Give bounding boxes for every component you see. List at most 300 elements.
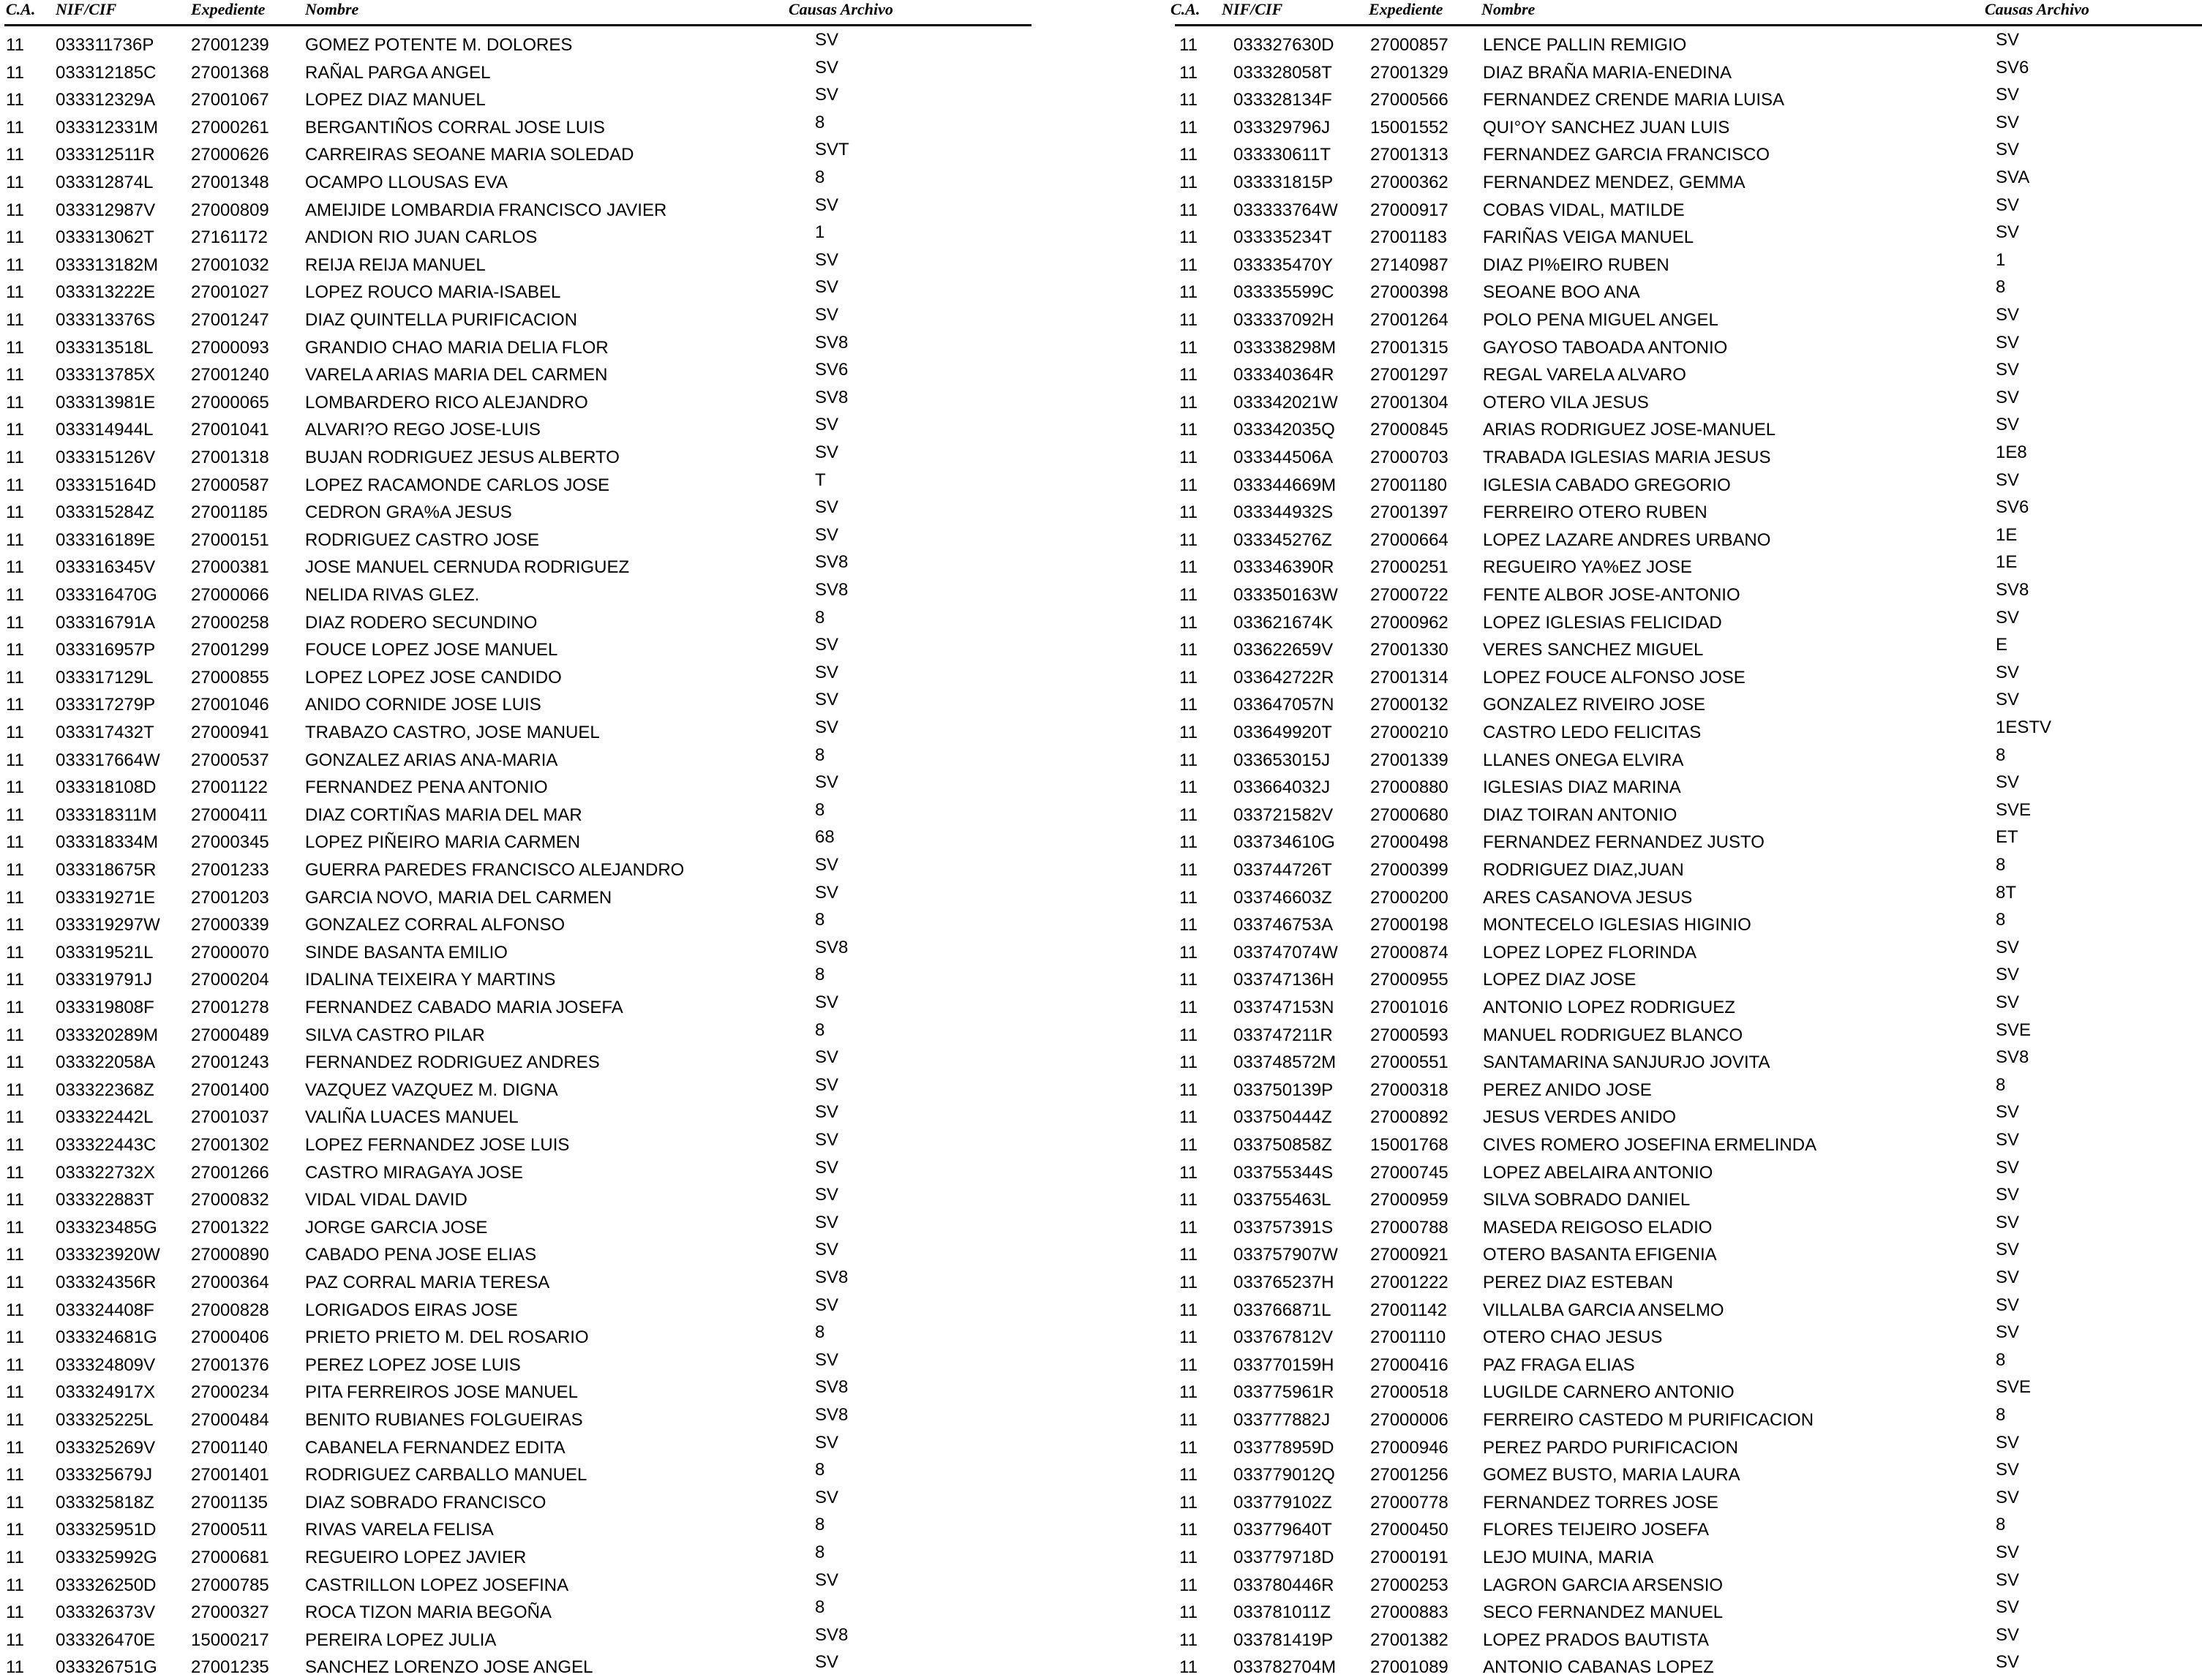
cell-ca: 11 [6, 502, 24, 523]
cell-causas: SV [1996, 1597, 2020, 1618]
cell-expediente: 27161172 [191, 227, 268, 248]
cell-nombre: LOPEZ FOUCE ALFONSO JOSE [1483, 667, 1746, 688]
table-row [1170, 992, 2202, 1020]
cell-ca: 11 [6, 1657, 24, 1678]
cell-causas: SV [815, 1047, 839, 1068]
cell-causas: SV [815, 1349, 839, 1370]
cell-nombre: ANIDO CORNIDE JOSE LUIS [305, 695, 541, 715]
cell-nombre: ARES CASANOVA JESUS [1483, 887, 1693, 908]
cell-nif: 033325992G [56, 1548, 157, 1567]
cell-nif: 033328134F [1233, 90, 1332, 110]
cell-nif: 033781011Z [1233, 1602, 1331, 1623]
table-row [1170, 1102, 2202, 1130]
cell-nombre: GUERRA PAREDES FRANCISCO ALEJANDRO [305, 860, 685, 880]
cell-nombre: LOPEZ FERNANDEZ JOSE LUIS [305, 1135, 570, 1155]
table-row [0, 1020, 1032, 1048]
cell-nombre: DIAZ RODERO SECUNDINO [305, 612, 538, 633]
cell-causas: 1 [1996, 249, 2006, 270]
cell-expediente: 27001240 [191, 365, 269, 385]
cell-causas: SV [1996, 965, 2020, 985]
cell-causas: 8 [1996, 1405, 2006, 1425]
cell-nif: 033324408F [56, 1300, 154, 1320]
table-row [1170, 552, 2202, 580]
cell-nombre: GOMEZ POTENTE M. DOLORES [305, 35, 573, 55]
cell-nombre: LUGILDE CARNERO ANTONIO [1483, 1382, 1735, 1403]
cell-causas: SV [815, 277, 839, 298]
cell-nombre: RIVAS VARELA FELISA [305, 1520, 494, 1540]
header-nombre: Nombre [1481, 0, 1536, 18]
cell-nif: 033770159H [1233, 1355, 1334, 1375]
table-row [0, 992, 1032, 1020]
cell-nombre: FERREIRO OTERO RUBEN [1483, 502, 1707, 523]
table-row [1170, 1405, 2202, 1433]
cell-nif: 033748572M [1233, 1052, 1337, 1073]
table-row [0, 1130, 1032, 1158]
cell-nif: 033313222E [56, 282, 156, 303]
cell-expediente: 27000745 [1370, 1162, 1448, 1183]
cell-nombre: CABADO PENA JOSE ELIAS [305, 1245, 537, 1265]
cell-ca: 11 [1179, 640, 1198, 660]
cell-nombre: FERNANDEZ MENDEZ, GEMMA [1483, 173, 1746, 192]
cell-expediente: 27140987 [1370, 255, 1448, 275]
table-row [1170, 608, 2202, 636]
cell-nif: 033312331M [56, 117, 159, 138]
cell-causas: SV [1996, 1185, 2020, 1205]
cell-nif: 033316791A [56, 612, 156, 633]
table-row [1170, 415, 2202, 442]
cell-nif: 033766871L [1233, 1300, 1331, 1320]
cell-nif: 033312511R [56, 145, 155, 165]
cell-ca: 11 [1179, 1657, 1198, 1678]
cell-expediente: 27000626 [191, 145, 269, 165]
table-row [0, 1377, 1032, 1405]
table-row [1170, 1625, 2202, 1653]
cell-causas: SV [1996, 140, 2020, 160]
table-row [1170, 965, 2202, 992]
cell-expediente: 27001315 [1370, 337, 1448, 358]
cell-expediente: 27000917 [1370, 200, 1448, 220]
cell-ca: 11 [6, 1548, 24, 1567]
cell-nif: 033315126V [56, 448, 156, 467]
cell-causas: SV [1996, 607, 2020, 628]
table-row [1170, 855, 2202, 883]
cell-ca: 11 [1179, 723, 1198, 742]
cell-expediente: 27001142 [1370, 1300, 1447, 1320]
cell-ca: 11 [6, 475, 24, 495]
cell-nombre: JOSE MANUEL CERNUDA RODRIGUEZ [305, 557, 630, 578]
cell-nombre: LOPEZ PRADOS BAUTISTA [1483, 1630, 1709, 1650]
cell-causas: SV [1996, 415, 2020, 435]
cell-expediente: 27000006 [1370, 1410, 1448, 1430]
table-row [1170, 167, 2202, 195]
cell-nombre: BUJAN RODRIGUEZ JESUS ALBERTO [305, 448, 620, 467]
table-row [0, 333, 1032, 361]
header-causas: Causas Archivo [1985, 0, 2089, 18]
cell-nombre: DIAZ QUINTELLA PURIFICACION [305, 310, 578, 330]
table-row [0, 1350, 1032, 1378]
cell-ca: 11 [6, 310, 24, 330]
cell-ca: 11 [6, 1217, 24, 1238]
cell-nombre: PAZ CORRAL MARIA TERESA [305, 1273, 550, 1292]
cell-nif: 033322732X [56, 1162, 156, 1183]
cell-nombre: LAGRON GARCIA ARSENSIO [1483, 1575, 1724, 1595]
cell-nif: 033331815P [1233, 173, 1334, 192]
table-row [0, 415, 1032, 442]
table-row [1170, 1515, 2202, 1542]
cell-nif: 033342035Q [1233, 420, 1335, 440]
cell-ca: 11 [1179, 475, 1198, 495]
table-row [0, 525, 1032, 553]
cell-ca: 11 [1179, 1300, 1198, 1320]
cell-nombre: ANTONIO CABANAS LOPEZ [1483, 1657, 1714, 1678]
cell-causas: SV [815, 1185, 839, 1205]
cell-nombre: CASTRO LEDO FELICITAS [1483, 723, 1702, 742]
cell-ca: 11 [1179, 1080, 1198, 1100]
cell-expediente: 27001239 [191, 35, 269, 55]
cell-causas: SV [1996, 1157, 2020, 1178]
cell-causas: ET [1996, 827, 2018, 848]
cell-expediente: 27000855 [191, 667, 269, 688]
cell-causas: 8 [815, 1460, 825, 1480]
cell-causas: SV [815, 1102, 839, 1123]
cell-causas: SV8 [815, 937, 849, 957]
cell-expediente: 27000489 [191, 1025, 269, 1045]
cell-causas: SV [1996, 1267, 2020, 1287]
cell-causas: SV [1996, 112, 2020, 132]
table-row [0, 635, 1032, 663]
cell-causas: SV [815, 1212, 839, 1232]
cell-nif: 033328058T [1233, 62, 1332, 83]
cell-causas: 8 [1996, 1074, 2006, 1095]
cell-nombre: REIJA REIJA MANUEL [305, 255, 486, 275]
cell-ca: 11 [1179, 1107, 1198, 1128]
cell-nif: 033313981E [56, 392, 156, 413]
cell-ca: 11 [1179, 1327, 1198, 1348]
cell-nombre: PEREZ ANIDO JOSE [1483, 1080, 1652, 1100]
cell-ca: 11 [1179, 530, 1198, 550]
cell-expediente: 27000327 [191, 1602, 269, 1623]
cell-causas: 8 [815, 745, 825, 765]
cell-ca: 11 [6, 1465, 24, 1485]
cell-ca: 11 [1179, 750, 1198, 770]
cell-ca: 11 [1179, 887, 1198, 908]
cell-ca: 11 [6, 365, 24, 385]
cell-nombre: CARREIRAS SEOANE MARIA SOLEDAD [305, 145, 634, 165]
table-row [0, 1213, 1032, 1240]
cell-expediente: 27001037 [191, 1107, 269, 1128]
cell-causas: 1ESTV [1996, 717, 2052, 737]
cell-nif: 033777882J [1233, 1410, 1331, 1430]
cell-nombre: DIAZ BRAÑA MARIA-ENEDINA [1483, 62, 1732, 83]
cell-nombre: LOPEZ LOPEZ FLORINDA [1483, 942, 1697, 963]
cell-nif: 033315164D [56, 475, 157, 495]
cell-expediente: 27001368 [191, 62, 269, 83]
table-row [1170, 305, 2202, 333]
cell-expediente: 27001243 [191, 1052, 269, 1073]
cell-causas: T [815, 470, 826, 490]
table-row [0, 1542, 1032, 1570]
cell-nif: 033325269V [56, 1437, 156, 1458]
cell-expediente: 27000210 [1370, 723, 1448, 742]
cell-nif: 033755344S [1233, 1162, 1334, 1183]
cell-expediente: 27000450 [1370, 1520, 1448, 1540]
cell-nombre: LENCE PALLIN REMIGIO [1483, 35, 1687, 55]
cell-nombre: SEOANE BOO ANA [1483, 282, 1640, 303]
cell-causas: SVE [1996, 1020, 2032, 1040]
cell-expediente: 27001299 [191, 640, 269, 660]
cell-causas: 8 [1996, 1349, 2006, 1370]
cell-nombre: PRIETO PRIETO M. DEL ROSARIO [305, 1327, 589, 1348]
cell-ca: 11 [6, 420, 24, 440]
table-row [0, 1295, 1032, 1323]
left-listing-column [0, 0, 1032, 1679]
cell-causas: SV [1996, 332, 2020, 353]
cell-nif: 033316470G [56, 585, 157, 605]
cell-causas: SV [1996, 1295, 2020, 1315]
cell-nif: 033621674K [1233, 612, 1334, 633]
cell-causas: SV8 [815, 1405, 849, 1425]
cell-nif: 033642722R [1233, 667, 1334, 688]
cell-causas: 8 [815, 799, 825, 820]
cell-expediente: 27000809 [191, 200, 269, 220]
cell-nif: 033313376S [56, 310, 156, 330]
cell-expediente: 27000703 [1370, 448, 1448, 467]
header-ca: C.A. [6, 0, 36, 18]
table-row [1170, 1267, 2202, 1295]
cell-nombre: CASTRILLON LOPEZ JOSEFINA [305, 1575, 569, 1595]
cell-causas: SV [1996, 387, 2020, 407]
cell-ca: 11 [1179, 35, 1198, 55]
cell-expediente: 27000828 [191, 1300, 269, 1320]
cell-nombre: FERREIRO CASTEDO M PURIFICACION [1483, 1410, 1814, 1430]
cell-nombre: PAZ FRAGA ELIAS [1483, 1355, 1635, 1375]
cell-expediente: 27000381 [191, 557, 269, 578]
cell-expediente: 27001322 [191, 1217, 269, 1238]
table-row [1170, 1047, 2202, 1075]
cell-nif: 033317664W [56, 750, 160, 770]
cell-expediente: 27000198 [1370, 915, 1448, 935]
cell-ca: 11 [1179, 557, 1198, 578]
cell-expediente: 27001376 [191, 1355, 269, 1375]
cell-ca: 11 [1179, 667, 1198, 688]
cell-nombre: MANUEL RODRIGUEZ BLANCO [1483, 1025, 1743, 1045]
cell-causas: 8 [815, 965, 825, 985]
table-row [0, 717, 1032, 745]
cell-nif: 033767812V [1233, 1327, 1334, 1348]
cell-causas: SV [815, 1652, 839, 1673]
table-row [0, 772, 1032, 800]
cell-ca: 11 [6, 1630, 24, 1650]
cell-nombre: FERNANDEZ PENA ANTONIO [305, 777, 548, 798]
cell-nif: 033316345V [56, 557, 156, 578]
cell-expediente: 27000261 [191, 117, 269, 138]
cell-ca: 11 [6, 1602, 24, 1623]
cell-causas: 8 [815, 1020, 825, 1040]
cell-causas: E [1996, 635, 2008, 655]
cell-nombre: PEREZ PARDO PURIFICACION [1483, 1437, 1738, 1458]
table-row [1170, 1130, 2202, 1158]
cell-ca: 11 [6, 1273, 24, 1292]
cell-nombre: RODRIGUEZ CARBALLO MANUEL [305, 1465, 587, 1485]
cell-expediente: 27000962 [1370, 612, 1448, 633]
cell-ca: 11 [1179, 585, 1198, 605]
cell-nombre: CASTRO MIRAGAYA JOSE [305, 1162, 523, 1183]
table-row [0, 497, 1032, 525]
cell-ca: 11 [6, 777, 24, 798]
table-row [1170, 1020, 2202, 1048]
cell-expediente: 27000258 [191, 612, 269, 633]
table-row [0, 1405, 1032, 1433]
cell-ca: 11 [6, 887, 24, 908]
cell-nombre: NELIDA RIVAS GLEZ. [305, 585, 480, 605]
cell-nombre: VILLALBA GARCIA ANSELMO [1483, 1300, 1724, 1320]
cell-nif: 033338298M [1233, 337, 1337, 358]
cell-ca: 11 [1179, 1548, 1198, 1567]
cell-ca: 11 [1179, 173, 1198, 192]
cell-ca: 11 [6, 227, 24, 248]
cell-nombre: OCAMPO LLOUSAS EVA [305, 173, 508, 192]
table-row [0, 305, 1032, 333]
cell-nombre: OTERO VILA JESUS [1483, 392, 1649, 413]
cell-ca: 11 [6, 1162, 24, 1183]
cell-nif: 033747153N [1233, 998, 1334, 1017]
cell-causas: 8 [815, 112, 825, 132]
cell-expediente: 27001256 [1370, 1465, 1448, 1485]
cell-causas: SVE [1996, 1377, 2032, 1398]
cell-causas: SV [815, 415, 839, 435]
cell-causas: SV [815, 662, 839, 682]
cell-nif: 033765237H [1233, 1273, 1334, 1292]
cell-nif: 033319521L [56, 942, 154, 963]
cell-nombre: LOPEZ LOPEZ JOSE CANDIDO [305, 667, 562, 688]
table-row [1170, 333, 2202, 361]
table-row [0, 277, 1032, 305]
cell-ca: 11 [1179, 915, 1198, 935]
cell-nombre: GONZALEZ ARIAS ANA-MARIA [305, 750, 558, 770]
table-row [1170, 1322, 2202, 1350]
cell-ca: 11 [1179, 1025, 1198, 1045]
cell-causas: SV [1996, 195, 2020, 215]
cell-causas: 8 [815, 1515, 825, 1535]
cell-nombre: LOPEZ ABELAIRA ANTONIO [1483, 1162, 1713, 1183]
cell-causas: SV [1996, 690, 2020, 710]
cell-nif: 033312987V [56, 200, 156, 220]
cell-nif: 033734610G [1233, 832, 1335, 853]
cell-ca: 11 [1179, 998, 1198, 1017]
cell-ca: 11 [1179, 1520, 1198, 1540]
header-nombre: Nombre [305, 0, 359, 18]
cell-ca: 11 [1179, 1492, 1198, 1513]
cell-expediente: 27000941 [191, 723, 269, 742]
table-row [1170, 58, 2202, 86]
cell-expediente: 27000587 [191, 475, 269, 495]
cell-causas: SV6 [1996, 57, 2029, 78]
cell-nombre: LOPEZ DIAZ JOSE [1483, 970, 1637, 990]
cell-expediente: 27000680 [1370, 805, 1448, 825]
cell-nif: 033319271E [56, 887, 156, 908]
cell-expediente: 27001135 [191, 1492, 268, 1513]
cell-expediente: 27001266 [191, 1162, 269, 1183]
cell-causas: SV [1996, 360, 2020, 380]
cell-nombre: COBAS VIDAL, MATILDE [1483, 200, 1685, 220]
cell-expediente: 27000832 [191, 1190, 269, 1210]
cell-nif: 033335599C [1233, 282, 1334, 303]
cell-nif: 033326470E [56, 1630, 156, 1650]
cell-causas: SV [1996, 222, 2020, 243]
cell-nombre: JESUS VERDES ANIDO [1483, 1107, 1677, 1128]
cell-ca: 11 [6, 392, 24, 413]
cell-expediente: 27000345 [191, 832, 269, 853]
table-row [1170, 745, 2202, 773]
cell-expediente: 27000722 [1370, 585, 1448, 605]
cell-causas: 1 [815, 222, 825, 243]
cell-nombre: SILVA CASTRO PILAR [305, 1025, 485, 1045]
table-row [1170, 442, 2202, 470]
table-row [1170, 1377, 2202, 1405]
cell-nif: 033750139P [1233, 1080, 1334, 1100]
table-row [0, 167, 1032, 195]
cell-expediente: 27000593 [1370, 1025, 1448, 1045]
cell-expediente: 27000664 [1370, 530, 1448, 550]
table-row [1170, 827, 2202, 855]
cell-causas: 8 [815, 1597, 825, 1618]
cell-expediente: 27001110 [1370, 1327, 1446, 1348]
table-row [0, 1488, 1032, 1515]
table-row [0, 663, 1032, 690]
cell-ca: 11 [6, 723, 24, 742]
cell-causas: 1E8 [1996, 442, 2027, 462]
cell-nif: 033325951D [56, 1520, 157, 1540]
header-causas: Causas Archivo [789, 0, 893, 18]
cell-causas: SV [815, 635, 839, 655]
cell-ca: 11 [6, 942, 24, 963]
cell-nif: 033649920T [1233, 723, 1332, 742]
cell-nombre: FOUCE LOPEZ JOSE MANUEL [305, 640, 558, 660]
cell-expediente: 27000880 [1370, 777, 1448, 798]
cell-ca: 11 [6, 1080, 24, 1100]
table-row [1170, 497, 2202, 525]
cell-nif: 033755463L [1233, 1190, 1331, 1210]
cell-nombre: FARIÑAS VEIGA MANUEL [1483, 227, 1694, 248]
cell-nombre: SILVA SOBRADO DANIEL [1483, 1190, 1691, 1210]
cell-ca: 11 [1179, 282, 1198, 303]
cell-expediente: 27001400 [191, 1080, 269, 1100]
cell-expediente: 27000132 [1370, 695, 1448, 715]
cell-ca: 11 [1179, 1052, 1198, 1073]
cell-causas: SV8 [815, 580, 849, 600]
cell-expediente: 27000066 [191, 585, 269, 605]
table-row [0, 250, 1032, 278]
cell-expediente: 27001233 [191, 860, 269, 880]
cell-expediente: 27000399 [1370, 860, 1448, 880]
cell-nif: 033779640T [1233, 1520, 1332, 1540]
column-header [1170, 0, 2202, 25]
cell-causas: SV [815, 772, 839, 793]
cell-nombre: GRANDIO CHAO MARIA DELIA FLOR [305, 337, 609, 358]
cell-nif: 033664032J [1233, 777, 1331, 798]
cell-ca: 11 [1179, 1217, 1198, 1238]
cell-nombre: IGLESIAS DIAZ MARINA [1483, 777, 1681, 798]
cell-nif: 033778959D [1233, 1437, 1334, 1458]
cell-nombre: REGUEIRO YA%EZ JOSE [1483, 557, 1692, 578]
cell-nif: 033330611T [1233, 145, 1331, 165]
table-row [1170, 580, 2202, 608]
cell-nif: 033323485G [56, 1217, 157, 1238]
cell-causas: SV [1996, 992, 2020, 1012]
table-row [1170, 470, 2202, 498]
table-row [1170, 1597, 2202, 1625]
cell-causas: SV [815, 992, 839, 1012]
